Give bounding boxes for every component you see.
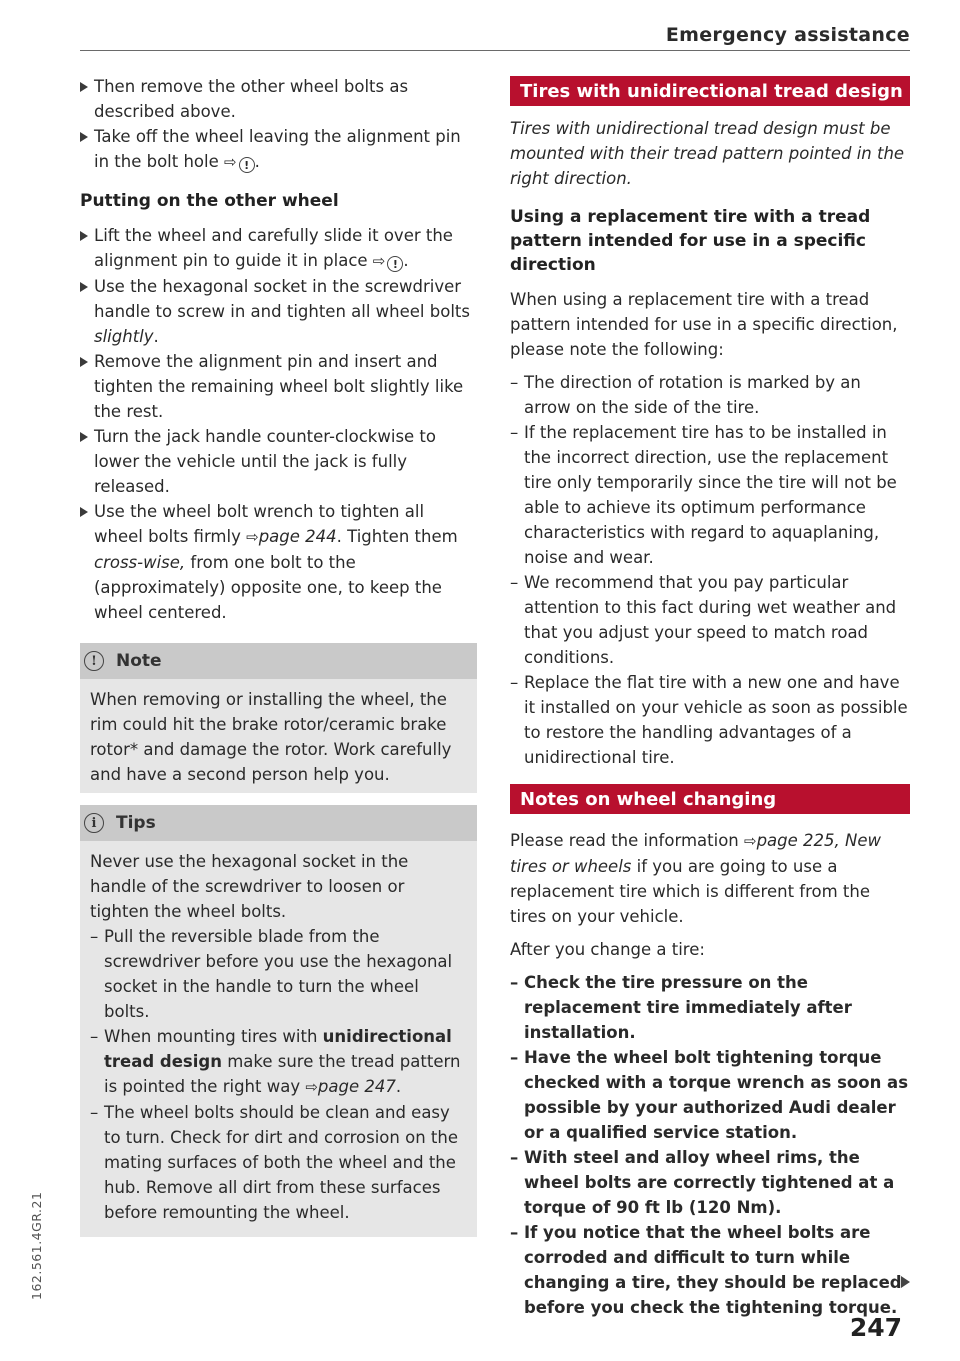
subheading: Putting on the other wheel (80, 191, 339, 211)
list-item: Turn the jack handle counter-clockwise to lower the vehicle until the jack is fully released. (80, 424, 477, 499)
warning-icon[interactable]: ! (387, 256, 403, 272)
list-item: – If you notice that the wheel bolts are corroded and difficult to turn while changing a tire, they should be replaced before you check the tightening torque. (510, 1220, 910, 1320)
section-title: Emergency assistance (665, 24, 910, 46)
read-text: Please read the information ⇨page 225, New tires or wheels if you are going to use a replacement tire which is different from the tires on your vehicle. (510, 831, 882, 926)
list-item: Then remove the other wheel bolts as described above. (80, 74, 477, 124)
exclamation-icon: ! (84, 651, 104, 671)
list-item: – Replace the flat tire with a new one and have it installed on your vehicle as soon as possible to restore the handling advantages of a unidirectional tire. (510, 670, 910, 770)
intro-text: Tires with unidirectional tread design must be mounted with their tread pattern pointed in the right direction. (510, 119, 905, 188)
arrow-right-icon: ⇨ (372, 252, 386, 270)
list-item: – When mounting tires with unidirectional tread design make sure the tread pattern is pointed the right way ⇨page 247. (90, 1024, 467, 1100)
list-item: – The wheel bolts should be clean and easy to turn. Check for dirt and corrosion on the mating surfaces of both the wheel and the hub. Remove all dirt from these surfaces before remounting the wheel. (90, 1100, 467, 1225)
arrow-right-icon: ⇨ (224, 153, 237, 171)
list-item: – With steel and alloy wheel rims, the wheel bolts are correctly tightened at a torque of 90 ft lb (120 Nm). (510, 1145, 910, 1220)
page-link[interactable]: page 225, New tires or wheels (510, 831, 882, 876)
warning-icon[interactable]: ! (239, 157, 255, 173)
list-item: – The direction of rotation is marked by an arrow on the side of the tire. (510, 370, 910, 420)
note-box (80, 643, 477, 793)
list-item: – Check the tire pressure on the replacement tire immediately after installation. (510, 970, 910, 1045)
after-text: After you change a tire: (510, 940, 705, 959)
lead-text: When using a replacement tire with a tread pattern intended for use in a specific direction, please note the following: (510, 290, 898, 359)
note-text: When removing or installing the wheel, the rim could hit the brake rotor/ceramic brake rotor* and damage the rotor. Work carefully and have a second person help you. (90, 690, 452, 784)
info-icon: i (84, 813, 104, 833)
page-number: 247 (849, 1313, 902, 1342)
list-item: – Pull the reversible blade from the screwdriver before you use the hexagonal socket in the handle to turn the wheel bolts. (90, 924, 467, 1024)
section-banner: Tires with unidirectional tread design (510, 76, 910, 106)
tips-box (80, 805, 477, 1237)
subheading: Using a replacement tire with a tread pattern intended for use in a specific direction (510, 207, 871, 275)
list-item: Take off the wheel leaving the alignment pin in the bolt hole ⇨ ! . (80, 124, 477, 175)
arrow-right-icon: ⇨ (305, 1078, 318, 1096)
list-item: – If the replacement tire has to be installed in the incorrect direction, use the replacement tire only temporarily since the tire will not be able to achieve its optimum performance characteristics with regard to aquaplaning, noise and wear. (510, 420, 910, 570)
tips-header: i Tips (80, 805, 477, 841)
list-item: Use the wheel bolt wrench to tighten all wheel bolts firmly ⇨page 244. Tighten them cross-wise, from one bolt to the (approximately) opposite one, to keep the wheel centered. (80, 499, 477, 625)
list-item: Use the hexagonal socket in the screwdriver handle to screw in and tighten all wheel bolts slightly. (80, 274, 477, 349)
list-item: – Have the wheel bolt tightening torque checked with a torque wrench as soon as possible by your authorized Audi dealer or a qualified service station. (510, 1045, 910, 1145)
page-link[interactable]: page 244 (258, 527, 337, 546)
list-item: Lift the wheel and carefully slide it over the alignment pin to guide it in place ⇨ ! . (80, 223, 477, 274)
doc-code: 162.561.4GR.21 (29, 1191, 44, 1300)
continue-arrow-icon (901, 1276, 910, 1288)
header-rule (80, 50, 910, 51)
tips-intro: Never use the hexagonal socket in the handle of the screwdriver to loosen or tighten the wheel bolts. (90, 852, 409, 921)
arrow-right-icon: ⇨ (246, 528, 259, 546)
page-link[interactable]: page 247 (317, 1077, 396, 1096)
left-column (80, 74, 477, 1237)
arrow-right-icon: ⇨ (744, 832, 757, 850)
right-column (510, 76, 910, 1320)
list-item: – We recommend that you pay particular attention to this fact during wet weather and that you adjust your speed to match road conditions. (510, 570, 910, 670)
list-item: Remove the alignment pin and insert and tighten the remaining wheel bolt slightly like the rest. (80, 349, 477, 424)
section-banner: Notes on wheel changing (510, 784, 910, 814)
note-header: ! Note (80, 643, 477, 679)
